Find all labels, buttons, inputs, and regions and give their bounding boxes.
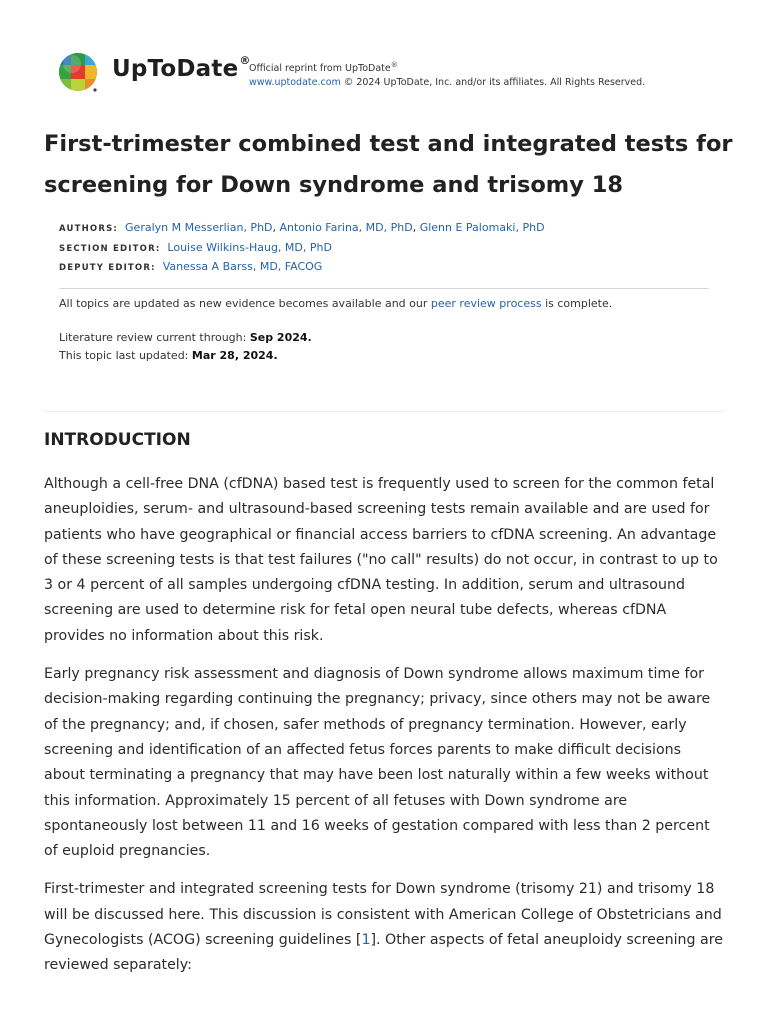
topic-credits bbox=[59, 219, 719, 278]
divider bbox=[44, 411, 724, 412]
logo-text bbox=[112, 56, 251, 82]
reprint-notice bbox=[249, 58, 645, 90]
update-note bbox=[59, 297, 612, 310]
registered-mark: ® bbox=[239, 54, 251, 67]
authors-row: AUTHORS: Geralyn M Messerlian, PhD, Antonio Farina, MD, PhD, Glenn E Palomaki, PhD bbox=[59, 221, 545, 234]
peer-review-link[interactable]: peer review process bbox=[430, 297, 542, 310]
page-title: First-trimester combined test and integrated tests for screening for Down syndrome and trisomy 18 bbox=[44, 131, 733, 198]
site-link[interactable]: www.uptodate.com bbox=[249, 77, 341, 89]
paragraph bbox=[44, 877, 724, 978]
divider bbox=[59, 288, 709, 289]
paragraph: Early pregnancy risk assessment and diagnosis of Down syndrome allows maximum time for decision-making regarding continuing the pregnancy; privacy, since others may not be aware of the pregnancy; and, if chosen, safer methods of pregnancy termination. However, early screening and identification of an affected fetus forces parents to make difficult decisions about terminating a pregnancy that may have been lost naturally within a few weeks without this information. Approximately 15 percent of all fetuses with Down syndrome are spontaneously lost between 11 and 16 weeks of gestation compared with less than 2 percent of euploid pregnancies. bbox=[44, 666, 711, 860]
literature-review-date: Sep 2024. bbox=[249, 331, 312, 344]
paragraph-text: First-trimester and integrated screening tests for Down syndrome (trisomy 21) and trisomy 18 will be discussed here. This discussion is consistent with American College of Obstetricians and Gynecologists (ACOG) screening guidelines [ bbox=[44, 881, 722, 949]
paragraph: Although a cell-free DNA (cfDNA) based test is frequently used to screen for the common fetal aneuploidies, serum- and ultrasound-based screening tests remain available and are used for patients who have geographical or financial access barriers to cfDNA screening. An advantage of these screening tests is that test failures ("no call" results) do not occur, in contrast to up to 3 or 4 percent of all samples undergoing cfDNA testing. In addition, serum and ultrasound screening are used to determine risk for fetal open neural tube defects, whereas cfDNA provides no information about this risk. bbox=[44, 476, 718, 644]
section-editor-row bbox=[59, 239, 719, 259]
author-link[interactable]: Antonio Farina, MD, PhD bbox=[279, 221, 413, 234]
review-dates bbox=[59, 329, 312, 364]
author-link[interactable]: Geralyn M Messerlian, PhD bbox=[125, 221, 273, 234]
reprint-line: Official reprint from UpToDate bbox=[249, 63, 391, 75]
copyright: © 2024 UpToDate, Inc. and/or its affiliates. All Rights Reserved. bbox=[343, 77, 646, 89]
update-note-text: All topics are updated as new evidence becomes available and our bbox=[59, 297, 431, 310]
reprint-mark: ® bbox=[390, 61, 398, 69]
author-link[interactable]: Glenn E Palomaki, PhD bbox=[419, 221, 545, 234]
deputy-editor-label: DEPUTY EDITOR: bbox=[59, 263, 156, 273]
header bbox=[58, 52, 738, 96]
update-note-end: is complete. bbox=[541, 297, 613, 310]
paragraph-text: ]. Other aspects of fetal aneuploidy screening are reviewed separately: bbox=[44, 932, 723, 974]
section-editor-link[interactable]: Louise Wilkins-Haug, MD, PhD bbox=[167, 240, 332, 254]
deputy-editor-link[interactable]: Vanessa A Barss, MD, FACOG bbox=[162, 260, 323, 273]
section-heading: INTRODUCTION bbox=[44, 430, 191, 450]
authors-label: AUTHORS: bbox=[59, 224, 119, 234]
logo-name: UpToDate bbox=[112, 56, 239, 82]
literature-review-label: Literature review current through: bbox=[59, 331, 250, 344]
last-updated-date: Mar 28, 2024. bbox=[191, 348, 278, 362]
deputy-editor-row bbox=[59, 258, 719, 278]
section-editor-label: SECTION EDITOR: bbox=[59, 243, 161, 254]
article-body bbox=[44, 472, 724, 992]
uptodate-logo-icon bbox=[58, 52, 100, 94]
last-updated-label: This topic last updated: bbox=[59, 348, 192, 362]
reference-link[interactable]: 1 bbox=[361, 932, 371, 949]
